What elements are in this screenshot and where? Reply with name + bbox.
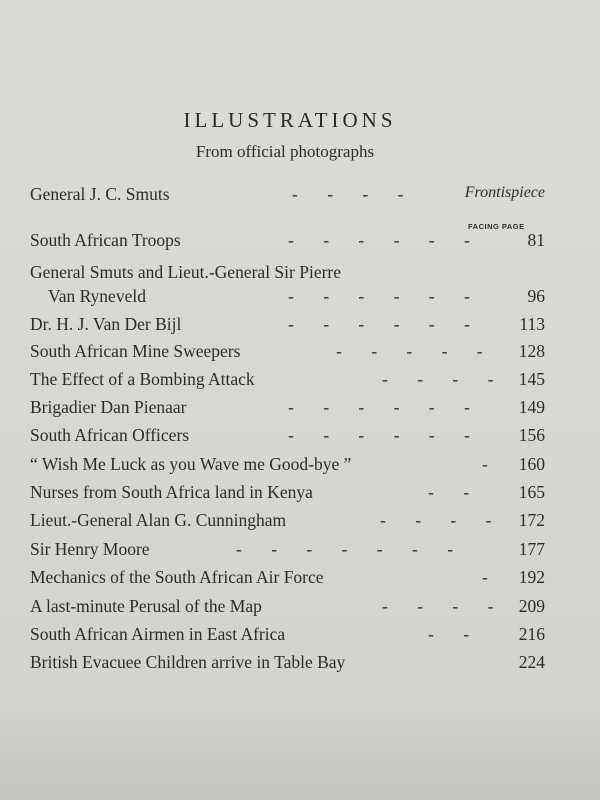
entry-title: South African Mine Sweepers	[30, 341, 241, 361]
entry-leader: -	[482, 454, 488, 474]
entry-page: 209	[518, 596, 545, 616]
entry-page: 156	[518, 425, 545, 445]
entry-leader: - - - - -	[336, 341, 483, 361]
entry-title: South African Troops	[30, 230, 181, 250]
entry-page: 145	[518, 369, 545, 389]
entry-title: Mechanics of the South African Air Force	[30, 567, 324, 587]
entry-page: 172	[518, 510, 545, 530]
entry-leader: - - - -	[292, 184, 404, 204]
entry-title: A last-minute Perusal of the Map	[30, 596, 262, 616]
entry-leader: - - - - - -	[288, 425, 470, 445]
entry-page: 177	[518, 539, 545, 559]
facing-page-label: FACING PAGE	[468, 222, 525, 231]
entry-page: 192	[518, 567, 545, 587]
page-heading: ILLUSTRATIONS	[183, 108, 397, 132]
entry-title: Lieut.-General Alan G. Cunningham	[30, 510, 287, 530]
entry-page: 224	[518, 652, 545, 672]
entry-title: “ Wish Me Luck as you Wave me Good-bye ”	[30, 454, 352, 474]
entry-page: 149	[518, 397, 545, 417]
entry-leader: -	[482, 567, 488, 587]
entry-leader: - - - -	[380, 510, 492, 530]
entry-leader: - - - - - -	[288, 397, 470, 417]
entry-leader: - - - - - -	[288, 314, 470, 334]
entry-page: 113	[519, 314, 545, 334]
entry-leader: - -	[428, 624, 470, 644]
entry-page: 160	[518, 454, 545, 474]
entry-title: General J. C. Smuts	[30, 184, 170, 204]
entry-page: 81	[527, 230, 545, 250]
entry-title: Dr. H. J. Van Der Bijl	[30, 314, 182, 334]
entry-page: 216	[518, 624, 545, 644]
entry-title: South African Airmen in East Africa	[30, 624, 286, 644]
page-subheading: From official photographs	[195, 142, 375, 161]
entry-title: South African Officers	[30, 425, 190, 445]
entry-leader: - - - -	[382, 596, 494, 616]
entry-leader: - - - - - - -	[236, 539, 454, 559]
entry-page: 128	[518, 341, 545, 361]
entry-leader: - - - -	[382, 369, 494, 389]
entry-page: Frontispiece	[464, 184, 545, 201]
entry-leader: - -	[428, 482, 470, 502]
entry-title: British Evacuee Children arrive in Table Bay	[30, 652, 346, 672]
illustration-entry	[30, 262, 545, 310]
entry-page: 165	[518, 482, 545, 502]
entry-leader: - - - - - -	[288, 230, 470, 250]
entry-title: The Effect of a Bombing Attack	[30, 369, 255, 389]
entry-title: Sir Henry Moore	[30, 539, 150, 559]
entry-title: Brigadier Dan Pienaar	[30, 397, 187, 417]
entry-title-continued: Van Ryneveld	[48, 286, 146, 306]
entry-title: Nurses from South Africa land in Kenya	[30, 482, 313, 502]
entry-title: General Smuts and Lieut.-General Sir Pierre	[30, 262, 342, 282]
entry-page: 96	[527, 286, 545, 306]
entry-leader: - - - - - -	[288, 286, 470, 306]
